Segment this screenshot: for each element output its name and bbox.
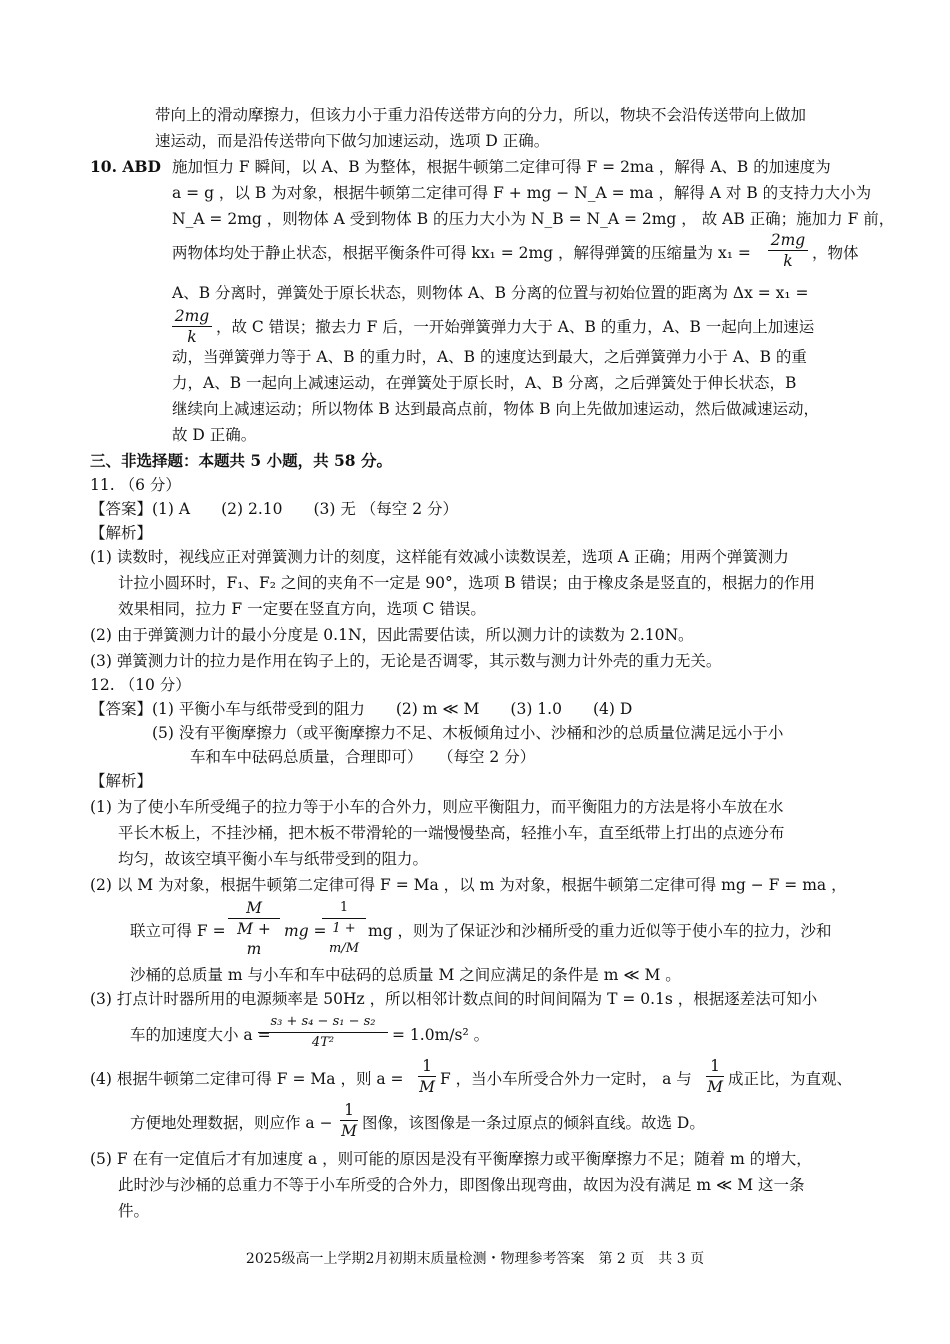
fraction: $\frac{2mg}{k}$ [172,306,212,347]
text-line: 继续向上减速运动；所以物体 B 达到最高点前，物体 B 向上先做加速运动，然后做减速运动， [172,400,819,418]
fraction: $\frac{2mg}{k}$ [768,230,808,271]
fraction: $\frac{1}{M}$ [419,1057,435,1096]
fraction: $\frac{1}{M}$ [707,1057,723,1096]
text-line: F ，当小车所受合外力一定时， a 与 [440,1070,692,1088]
fraction: $\frac{\text{s₃ + s₄ − s₁ − s₂}}{\text{4T²}}$ [258,1012,388,1053]
text-line: ，物体 [812,244,859,262]
text-line: (4) 根据牛顿第二定律可得 F = Ma ，则 a = [90,1070,404,1088]
text-line: 力，A、B 一起向上减速运动，在弹簧处于原长时，A、B 分离，之后弹簧处于伸长状态，B [172,374,797,392]
text-line: 图像，该图像是一条过原点的倾斜直线。故选 D。 [362,1114,705,1132]
text-line: 平长木板上，不挂沙桶，把木板不带滑轮的一端慢慢垫高，轻推小车，直至纸带上打出的点迹分布 [118,824,785,842]
text-line: a = g ，以 B 为对象，根据牛顿第二定律可得 F + mg − N_A = ma ，解得 A 对 B 的支持力大小为 [172,184,872,202]
fraction: $\frac{M}{M + m}$ [228,898,280,959]
text-line: 故 D 正确。 [172,426,257,444]
text-line: 效果相同，拉力 F 一定要在竖直方向，选项 C 错误。 [118,600,486,618]
fraction: $\frac{1}{1 + m/M}$ [322,898,366,959]
text-line: 联立可得 F = [130,922,226,940]
question-number: 11. （6 分） [90,476,181,494]
question-number: 12. （10 分） [90,676,191,694]
text-line: 计拉小圆环时，F₁、F₂ 之间的夹角不一定是 90°，选项 B 错误；由于橡皮条是竖直的，根据力的作用 [118,574,816,592]
text-line: 施加恒力 F 瞬间，以 A、B 为整体，根据牛顿第二定律可得 F = 2ma ，解得 A、B 的加速度为 [172,158,831,176]
text-line: 成正比，为直观、 [728,1070,853,1088]
text-line: 动，当弹簧弹力等于 A、B 的重力时，A、B 的速度达到最大，之后弹簧弹力小于 A、B 的重 [172,348,807,366]
answer-line: 【答案】(1) A (2) 2.10 (3) 无 （每空 2 分） [90,500,458,518]
analysis-label: 【解析】 [90,524,153,542]
answer-line: 【答案】(1) 平衡小车与纸带受到的阻力 (2) m ≪ M (3) 1.0 (4) D [90,700,633,718]
text-line: 沙桶的总质量 m 与小车和车中砝码的总质量 M 之间应满足的条件是 m ≪ M 。 [130,966,681,984]
text-line: (2) 以 M 为对象，根据牛顿第二定律可得 F = Ma ，以 m 为对象，根据牛顿第二定律可得 mg − F = ma ， [90,876,847,894]
text-line: 方便地处理数据，则应作 a − [130,1114,333,1132]
analysis-label: 【解析】 [90,772,153,790]
text-line: (1) 为了使小车所受绳子的拉力等于小车的合外力，则应平衡阻力，而平衡阻力的方法是将小车放在水 [90,798,784,816]
text-line: A、B 分离时，弹簧处于原长状态，则物体 A、B 分离的位置与初始位置的距离为 Δx = x₁ = [172,284,809,302]
fraction: $\frac{1}{M}$ [341,1101,357,1140]
text-line: 均匀，故该空填平衡小车与纸带受到的阻力。 [118,850,429,868]
text-line: (5) F 在有一定值后才有加速度 a ，则可能的原因是没有平衡摩擦力或平衡摩擦力不足；随着 m 的增大， [90,1150,812,1168]
text-line: 速运动，而是沿传送带向下做匀加速运动，选项 D 正确。 [155,132,550,150]
text-line: 带向上的滑动摩擦力，但该力小于重力沿传送带方向的分力，所以，物块不会沿传送带向上做加 [155,106,807,124]
section-heading: 三、非选择题：本题共 5 小题，共 58 分。 [90,451,392,470]
text-line: (1) 读数时，视线应正对弹簧测力计的刻度，这样能有效减小读数误差，选项 A 正确；用两个弹簧测力 [90,548,789,566]
text-line: N_A = 2mg ，则物体 A 受到物体 B 的压力大小为 N_B = N_A = 2mg ， 故 AB 正确；施加力 F 前， [172,210,895,228]
question-number: 10. ABD [90,157,161,176]
text-line: ，故 C 错误；撤去力 F 后，一开始弹簧弹力大于 A、B 的重力，A、B 一起向上加速运 [216,318,815,336]
text-line: (3) 弹簧测力计的拉力是作用在钩子上的，无论是否调零，其示数与测力计外壳的重力无关。 [90,652,722,670]
text-line: mg = [284,922,327,940]
text-line: = 1.0m/s² 。 [392,1026,490,1044]
text-line: 两物体均处于静止状态，根据平衡条件可得 kx₁ = 2mg ，解得弹簧的压缩量为 x₁ = [172,244,751,262]
answer-line: (5) 没有平衡摩擦力（或平衡摩擦力不足、木板倾角过小、沙桶和沙的总质量位满足远小于小 [152,724,784,742]
text-line: 此时沙与沙桶的总重力不等于小车所受的合外力，即图像出现弯曲，故因为没有满足 m ≪ M 这一条 [118,1176,805,1194]
text-line: 车的加速度大小 a = [130,1026,271,1044]
text-line: mg ，则为了保证沙和沙桶所受的重力近似等于使小车的拉力，沙和 [368,922,832,940]
answer-line: 车和车中砝码总质量，合理即可） （每空 2 分） [190,748,536,766]
page-footer: 2025级高一上学期2月初期末质量检测・物理参考答案 第 2 页 共 3 页 [245,1251,705,1267]
text-line: (3) 打点计时器所用的电源频率是 50Hz ，所以相邻计数点间的时间间隔为 T = 0.1s ，根据逐差法可知小 [90,990,818,1008]
text-line: (2) 由于弹簧测力计的最小分度是 0.1N，因此需要估读，所以测力计的读数为 2.10N。 [90,626,694,644]
text-line: 件。 [118,1202,150,1220]
